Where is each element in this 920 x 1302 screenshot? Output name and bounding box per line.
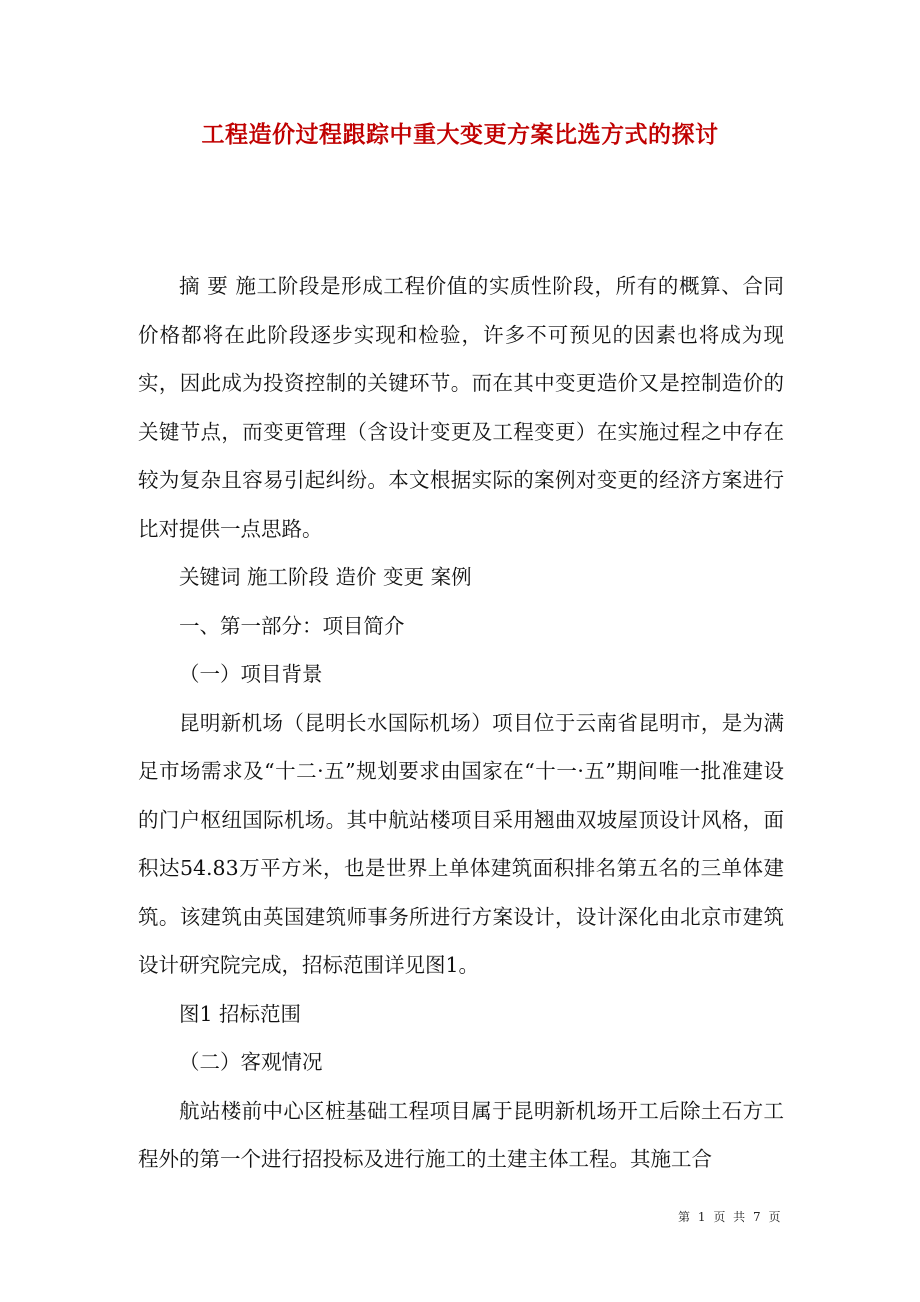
section-heading: 一、第一部分：项目简介	[179, 613, 405, 638]
keywords-paragraph: 关键词 施工阶段 造价 变更 案例	[179, 565, 472, 589]
subsection-heading-situation: （二）客观情况	[179, 1050, 323, 1074]
footer-current-page: 1	[697, 1210, 706, 1224]
body-paragraph: 昆明新机场（昆明长水国际机场）项目位于云南省昆明市，是为满足市场需求及“十二·五”规划要求由国家在“十一·五”期间唯一批准建设的门户枢纽国际机场。其中航站楼项目采用翘曲双坡屋顶设计风格，面积达54.83万平方米，也是世界上单体建筑面积排名第五名的三单体建筑。该建筑由英国建筑师事务所进行方案设计，设计深化由北京市建筑设计研究院完成，招标范围详见图1。	[138, 710, 784, 977]
footer-total-pages: 7	[753, 1210, 761, 1224]
page-footer	[676, 1208, 782, 1225]
footer-page-label: 页	[713, 1210, 726, 1224]
footer-total-prefix: 共	[733, 1210, 746, 1224]
subsection-heading-background: （一）项目背景	[179, 662, 323, 686]
footer-suffix: 页	[768, 1210, 781, 1224]
abstract-paragraph: 摘 要 施工阶段是形成工程价值的实质性阶段，所有的概算、合同价格都将在此阶段逐步实现和检验，许多不可预见的因素也将成为现实，因此成为投资控制的关键环节。而在其中变更造价又是控制造价的关键节点，而变更管理（含设计变更及工程变更）在实施过程之中存在较为复杂且容易引起纠纷。本文根据实际的案例对变更的经济方案进行比对提供一点思路。	[138, 274, 784, 541]
document-body	[138, 262, 784, 1184]
footer-prefix: 第	[678, 1210, 691, 1224]
document-title: 工程造价过程跟踪中重大变更方案比选方式的探讨	[201, 121, 719, 148]
body-paragraph: 航站楼前中心区桩基础工程项目属于昆明新机场开工后除土石方工程外的第一个进行招投标及进行施工的土建主体工程。其施工合	[138, 1098, 784, 1171]
figure-caption: 图1 招标范围	[179, 1001, 302, 1026]
